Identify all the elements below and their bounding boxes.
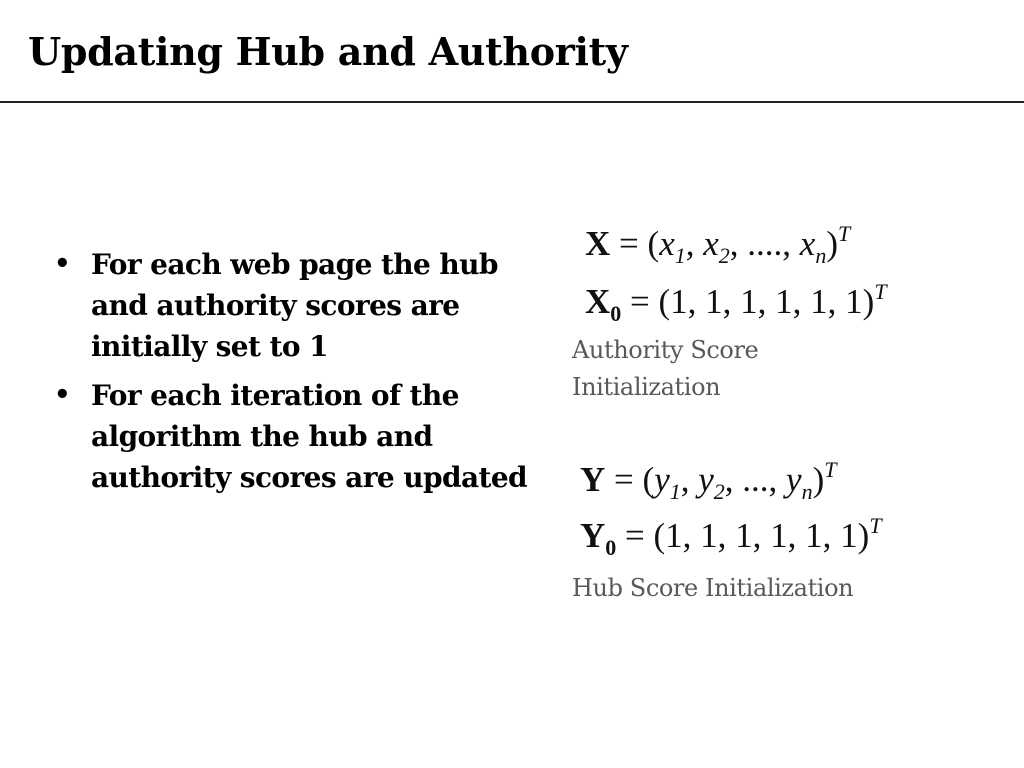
bullet-text: For each iteration of the algorithm the hub and authority scores are updated	[91, 379, 528, 494]
authority-caption: Authority Score Initialization	[572, 336, 759, 401]
authority-init-var: $X_0$	[585, 282, 622, 326]
hub-vector-var: Y	[580, 460, 606, 499]
authority-init-values: (1, 1, 1, 1, 1, 1)	[658, 282, 875, 321]
hub-vector-formula: $Y = (y_1$, $y_2$, ..., $y_n)^T$	[580, 457, 837, 504]
bullet-item	[52, 375, 542, 498]
authority-vector-elements: ($x_1$, $x_2$, ...., $x_n$)	[647, 224, 838, 268]
hub-init-values: (1, 1, 1, 1, 1, 1)	[653, 516, 870, 555]
hub-vector-transpose: T	[824, 457, 837, 482]
bullet-text: For each web page the hub and authority scores are initially set to 1	[91, 248, 498, 363]
title-divider	[0, 101, 1024, 103]
hub-init-formula: $Y_0 = (1$, 1, 1, 1, 1, 1)$^T$	[580, 513, 882, 560]
bullet-item	[52, 244, 542, 367]
authority-vector-transpose: T	[837, 221, 851, 246]
bullet-dot-icon: •	[54, 249, 71, 279]
authority-init-transpose: T	[874, 279, 887, 304]
hub-vector-elements: ($y_1$, $y_2$, ..., $y_n$)	[642, 460, 825, 504]
bullet-list	[52, 244, 542, 506]
authority-init-formula: $X_0 = (1$, 1, 1, 1, 1, 1)$^T$	[585, 279, 887, 326]
bullet-dot-icon: •	[54, 380, 71, 410]
slide-title: Updating Hub and Authority	[28, 29, 628, 74]
hub-init-var: $Y_0$	[580, 516, 617, 560]
hub-init-transpose: T	[869, 513, 882, 538]
authority-vector-var: X	[585, 224, 611, 263]
authority-vector-formula: $X = (x_1$, $x_2$, ...., $x_n)^T$	[585, 221, 851, 268]
hub-caption: Hub Score Initialization	[572, 574, 854, 602]
